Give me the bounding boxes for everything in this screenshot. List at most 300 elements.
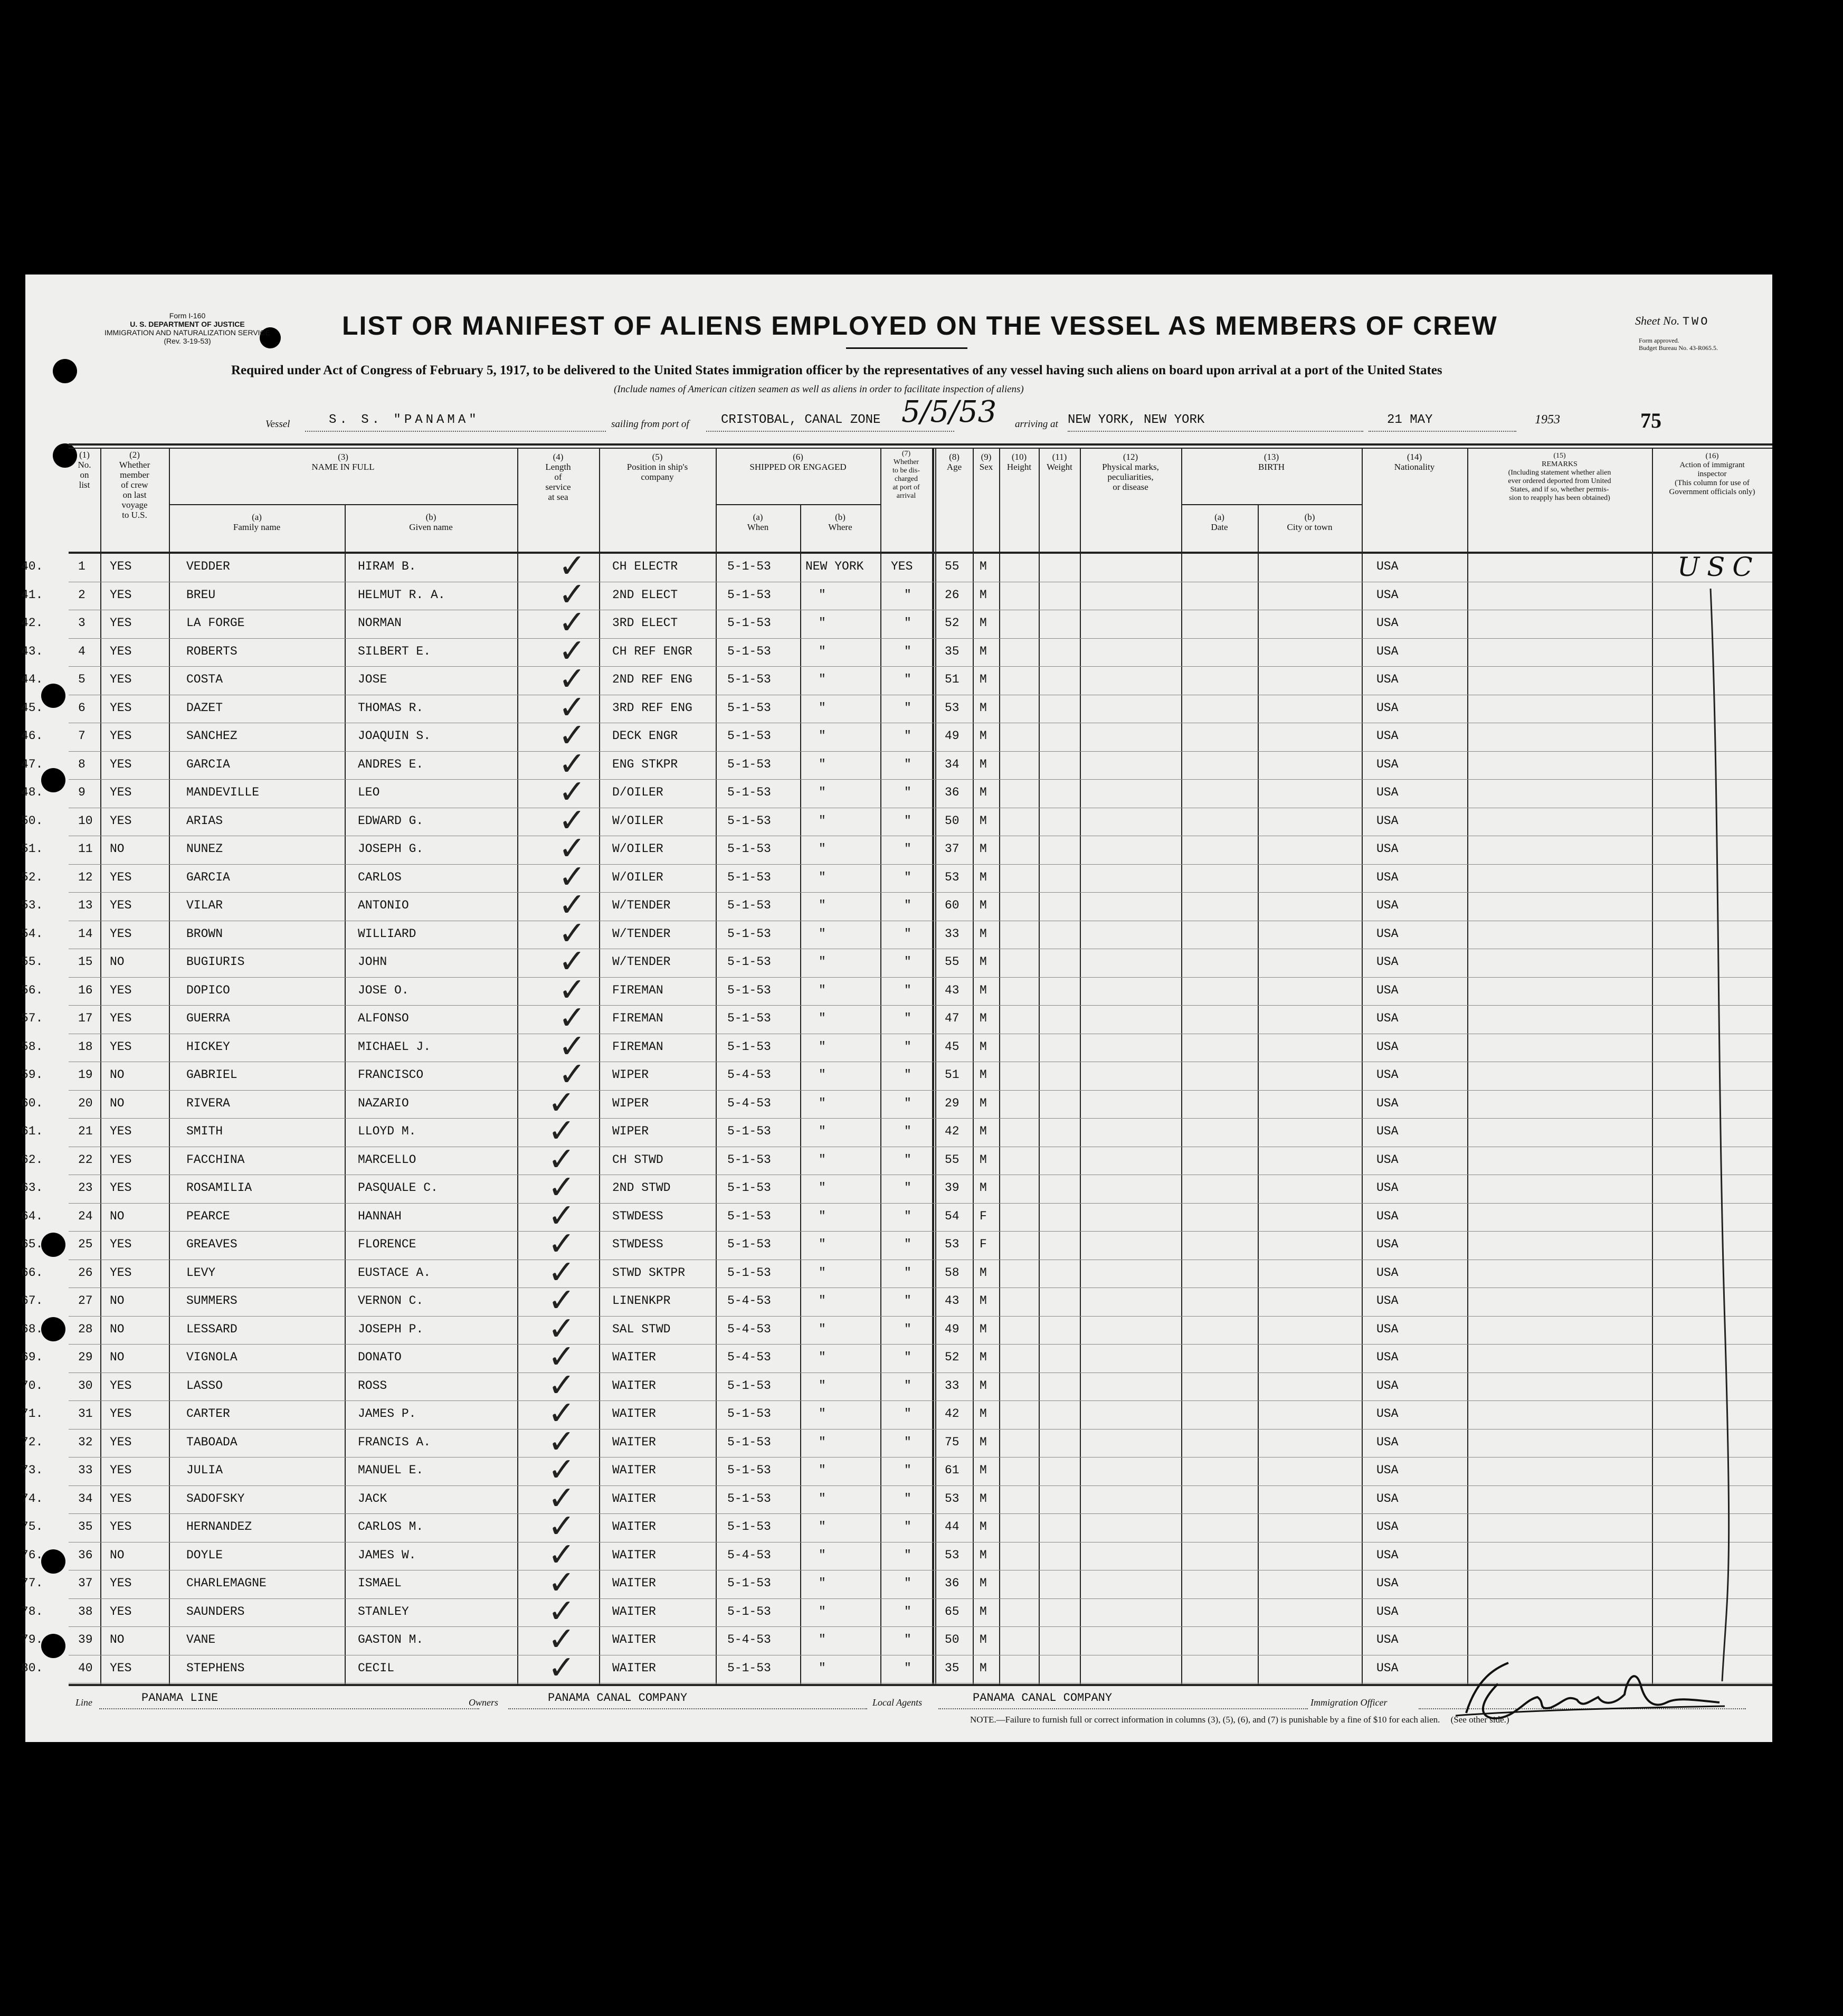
header-birth: (13) BIRTH (1258, 452, 1285, 472)
page-number: 60. (21, 1096, 43, 1110)
given-name-cell: EUSTACE A. (358, 1265, 431, 1280)
arrival-date: 21 MAY (1387, 413, 1433, 427)
age-cell: 58 (945, 1265, 960, 1280)
family-name-cell: GARCIA (186, 870, 230, 884)
discharged-cell: " (904, 701, 911, 715)
page-number: 46. (21, 729, 43, 743)
nationality-cell: USA (1376, 1350, 1399, 1364)
row-rule (69, 1203, 1772, 1204)
page-number: 62. (21, 1152, 43, 1167)
nationality-cell: USA (1376, 1181, 1399, 1195)
shipped-when-cell: 5-1-53 (727, 1209, 771, 1223)
given-name-cell: MANUEL E. (358, 1463, 424, 1477)
discharged-cell: " (904, 616, 911, 630)
last-voyage-cell: YES (110, 560, 132, 573)
last-voyage-cell: NO (110, 1096, 125, 1110)
checkmark-icon: ✓ (558, 744, 586, 783)
given-name-cell: HANNAH (358, 1209, 402, 1223)
discharged-cell: " (904, 1294, 911, 1308)
list-number: 1 (78, 560, 86, 573)
position-cell: W/OILER (612, 813, 663, 828)
header-birth-date: (a) Date (1211, 512, 1228, 532)
form-number: Form I-160 (169, 311, 206, 320)
list-number: 3 (78, 616, 86, 630)
position-cell: WAITER (612, 1661, 656, 1675)
sex-cell: M (980, 1491, 987, 1506)
page-number: 68. (21, 1322, 43, 1336)
given-name-cell: JAMES P. (358, 1407, 416, 1421)
list-number: 39 (78, 1633, 93, 1646)
list-number: 2 (78, 588, 86, 602)
sex-cell: M (980, 1407, 987, 1421)
row-rule (69, 1485, 1772, 1486)
given-name-cell: FRANCISCO (358, 1068, 424, 1082)
list-number: 36 (78, 1548, 93, 1562)
discharged-cell: " (904, 813, 911, 828)
row-rule (69, 1090, 1772, 1091)
shipped-where-cell: " (819, 1350, 826, 1364)
owners-value: PANAMA CANAL COMPANY (548, 1691, 688, 1705)
row-rule (69, 779, 1772, 780)
checkmark-icon: ✓ (548, 1139, 575, 1178)
nationality-cell: USA (1376, 1124, 1399, 1138)
shipped-where-cell: " (819, 1068, 826, 1082)
shipped-where-cell: " (819, 1491, 826, 1506)
family-name-cell: LA FORGE (186, 616, 245, 630)
list-number: 10 (78, 813, 93, 828)
discharged-cell: " (904, 1152, 911, 1167)
shipped-when-cell: 5-4-53 (727, 1548, 771, 1562)
given-name-cell: ALFONSO (358, 1011, 409, 1025)
checkmark-icon: ✓ (558, 829, 586, 867)
punch-hole (41, 1317, 65, 1341)
header-physical-marks: (12) Physical marks, peculiarities, or disease (1102, 452, 1159, 492)
line-value: PANAMA LINE (141, 1691, 218, 1705)
page-number: 41. (21, 588, 43, 602)
shipped-where-cell: " (819, 785, 826, 799)
sex-cell: M (980, 1124, 987, 1138)
sex-cell: M (980, 1181, 987, 1195)
family-name-cell: PEARCE (186, 1209, 230, 1223)
list-number: 17 (78, 1011, 93, 1025)
shipped-when-cell: 5-1-53 (727, 955, 771, 969)
checkmark-icon: ✓ (558, 1055, 586, 1093)
page-number: 51. (21, 842, 43, 856)
checkmark-icon: ✓ (548, 1224, 575, 1263)
nationality-cell: USA (1376, 1265, 1399, 1280)
sex-cell: M (980, 1463, 987, 1477)
checkmark-icon: ✓ (558, 942, 586, 980)
last-voyage-cell: YES (110, 1378, 132, 1393)
page-number: 72. (21, 1435, 43, 1449)
age-cell: 49 (945, 1322, 960, 1336)
given-name-cell: JOSE O. (358, 983, 409, 997)
row-rule (69, 666, 1772, 667)
shipped-where-cell: " (819, 1294, 826, 1308)
given-name-cell: ANDRES E. (358, 757, 424, 771)
list-number: 24 (78, 1209, 93, 1223)
row-rule (69, 1598, 1772, 1599)
last-voyage-cell: YES (110, 1491, 132, 1506)
page-number: 71. (21, 1407, 43, 1421)
last-voyage-cell: YES (110, 1407, 132, 1421)
family-name-cell: DOPICO (186, 983, 230, 997)
shipped-when-cell: 5-1-53 (727, 926, 771, 941)
list-number: 27 (78, 1294, 93, 1308)
page-number: 63. (21, 1181, 43, 1195)
shipped-where-cell: " (819, 1604, 826, 1619)
footer-note (970, 1715, 1509, 1725)
given-name-cell: ISMAEL (358, 1576, 402, 1590)
family-name-cell: CARTER (186, 1407, 230, 1421)
age-cell: 60 (945, 898, 960, 912)
nationality-cell: USA (1376, 785, 1399, 799)
position-cell: 2ND REF ENG (612, 673, 692, 686)
shipped-when-cell: 5-1-53 (727, 1124, 771, 1138)
shipped-when-cell: 5-1-53 (727, 644, 771, 658)
nationality-cell: USA (1376, 1209, 1399, 1223)
family-name-cell: SANCHEZ (186, 729, 238, 743)
age-cell: 65 (945, 1604, 960, 1619)
checkmark-icon: ✓ (548, 1083, 575, 1122)
page-number: 66. (21, 1265, 43, 1280)
page-number: 56. (21, 983, 43, 997)
nationality-cell: USA (1376, 588, 1399, 602)
nationality-cell: USA (1376, 1435, 1399, 1449)
agents-value: PANAMA CANAL COMPANY (973, 1691, 1113, 1705)
family-name-cell: DOYLE (186, 1548, 223, 1562)
header-name: (3) NAME IN FULL (311, 452, 375, 472)
checkmark-icon: ✓ (558, 1026, 586, 1065)
nationality-cell: USA (1376, 757, 1399, 771)
shipped-where-cell: " (819, 955, 826, 969)
position-cell: CH REF ENGR (612, 644, 692, 658)
page-number: 69. (21, 1350, 43, 1364)
given-name-cell: WILLIARD (358, 926, 416, 941)
sex-cell: M (980, 560, 987, 573)
last-voyage-cell: NO (110, 955, 125, 969)
header-shipped-when: (a) When (747, 512, 769, 532)
shipped-when-cell: 5-1-53 (727, 1604, 771, 1619)
given-name-cell: THOMAS R. (358, 701, 424, 715)
sex-cell: M (980, 701, 987, 715)
row-rule (69, 1344, 1772, 1345)
list-number: 32 (78, 1435, 93, 1449)
nationality-cell: USA (1376, 701, 1399, 715)
arriving-label: arriving at (1015, 419, 1058, 430)
age-cell: 49 (945, 729, 960, 743)
list-number: 31 (78, 1407, 93, 1421)
discharged-cell: " (904, 1237, 911, 1251)
list-number: 13 (78, 898, 93, 912)
position-cell: SAL STWD (612, 1322, 671, 1336)
age-cell: 53 (945, 1548, 960, 1562)
last-voyage-cell: YES (110, 898, 132, 912)
sex-cell: M (980, 757, 987, 771)
given-name-cell: JACK (358, 1491, 387, 1506)
nationality-cell: USA (1376, 842, 1399, 856)
sex-cell: M (980, 870, 987, 884)
header-sex: (9) Sex (979, 452, 993, 472)
sex-cell: M (980, 842, 987, 856)
family-name-cell: DAZET (186, 701, 223, 715)
shipped-where-cell: " (819, 898, 826, 912)
family-name-cell: GARCIA (186, 757, 230, 771)
last-voyage-cell: YES (110, 1463, 132, 1477)
nationality-cell: USA (1376, 644, 1399, 658)
list-number: 19 (78, 1068, 93, 1082)
age-cell: 54 (945, 1209, 960, 1223)
last-voyage-cell: YES (110, 644, 132, 658)
page-number: 76. (21, 1548, 43, 1562)
nationality-cell: USA (1376, 1520, 1399, 1534)
header-length-service: (4) Length of service at sea (545, 452, 571, 502)
shipped-when-cell: 5-1-53 (727, 729, 771, 743)
age-cell: 51 (945, 673, 960, 686)
owners-label: Owners (469, 1697, 499, 1708)
nationality-cell: USA (1376, 1463, 1399, 1477)
agents-label: Local Agents (872, 1697, 923, 1708)
nationality-cell: USA (1376, 1096, 1399, 1110)
given-name-cell: FLORENCE (358, 1237, 416, 1251)
family-name-cell: SUMMERS (186, 1294, 238, 1308)
page-number: 50. (21, 813, 43, 828)
discharged-cell: " (904, 588, 911, 602)
vessel-name: S. S. "PANAMA" (329, 413, 480, 427)
age-cell: 33 (945, 1378, 960, 1393)
sex-cell: M (980, 729, 987, 743)
last-voyage-cell: YES (110, 1604, 132, 1619)
age-cell: 42 (945, 1407, 960, 1421)
family-name-cell: VILAR (186, 898, 223, 912)
shipped-where-cell: " (819, 1661, 826, 1675)
page-number: 59. (21, 1068, 43, 1082)
row-rule (69, 638, 1772, 639)
position-cell: STWDESS (612, 1237, 663, 1251)
discharged-cell: " (904, 842, 911, 856)
shipped-when-cell: 5-1-53 (727, 1181, 771, 1195)
age-cell: 26 (945, 588, 960, 602)
shipped-when-cell: 5-1-53 (727, 616, 771, 630)
list-number: 16 (78, 983, 93, 997)
shipped-when-cell: 5-1-53 (727, 785, 771, 799)
vessel-label: Vessel (265, 419, 290, 430)
shipped-where-cell: " (819, 1407, 826, 1421)
age-cell: 55 (945, 1152, 960, 1167)
nationality-cell: USA (1376, 813, 1399, 828)
position-cell: DECK ENGR (612, 729, 678, 743)
discharged-cell: YES (891, 560, 913, 573)
sex-cell: M (980, 1011, 987, 1025)
position-cell: 3RD REF ENG (612, 701, 692, 715)
page-number: 44. (21, 673, 43, 686)
position-cell: WAITER (612, 1548, 656, 1562)
shipped-where-cell: " (819, 1576, 826, 1590)
nationality-cell: USA (1376, 673, 1399, 686)
page-number: 74. (21, 1491, 43, 1506)
sex-cell: M (980, 926, 987, 941)
nationality-cell: USA (1376, 1039, 1399, 1054)
list-number: 7 (78, 729, 86, 743)
nationality-cell: USA (1376, 1548, 1399, 1562)
row-rule (69, 1118, 1772, 1119)
given-name-cell: MARCELLO (358, 1152, 416, 1167)
shipped-where-cell: " (819, 1322, 826, 1336)
shipped-when-cell: 5-1-53 (727, 701, 771, 715)
position-cell: WAITER (612, 1350, 656, 1364)
family-name-cell: HERNANDEZ (186, 1520, 252, 1534)
page-number: 47. (21, 757, 43, 771)
shipped-when-cell: 5-1-53 (727, 1435, 771, 1449)
shipped-when-cell: 5-1-53 (727, 1265, 771, 1280)
family-name-cell: GABRIEL (186, 1068, 238, 1082)
position-cell: STWD SKTPR (612, 1265, 686, 1280)
shipped-when-cell: 5-1-53 (727, 1011, 771, 1025)
line-label: Line (75, 1697, 93, 1708)
checkmark-icon: ✓ (548, 1422, 575, 1461)
page-stamp: 75 (1640, 409, 1661, 432)
header-discharged: (7) Whether to be dis- charged at port of arrival (892, 450, 920, 500)
page-number: 80. (21, 1661, 43, 1675)
checkmark-icon: ✓ (548, 1111, 575, 1150)
position-cell: 2ND ELECT (612, 588, 678, 602)
position-cell: WAITER (612, 1378, 656, 1393)
last-voyage-cell: NO (110, 1209, 125, 1223)
punch-hole (41, 684, 65, 708)
position-cell: W/OILER (612, 842, 663, 856)
row-rule (69, 977, 1772, 978)
family-name-cell: TABOADA (186, 1435, 238, 1449)
nationality-cell: USA (1376, 1322, 1399, 1336)
note-text: NOTE.—Failure to furnish full or correct information in columns (3), (5), (6), and (7) is punishable by a fine of $10 for each alien. (970, 1715, 1440, 1725)
checkmark-icon: ✓ (548, 1394, 575, 1432)
last-voyage-cell: YES (110, 1181, 132, 1195)
given-name-cell: CARLOS (358, 870, 402, 884)
header-height: (10) Height (1006, 452, 1032, 472)
family-name-cell: CHARLEMAGNE (186, 1576, 267, 1590)
see-other-side: (See other side.) (1450, 1715, 1509, 1725)
checkmark-icon: ✓ (558, 546, 586, 585)
sex-cell: M (980, 983, 987, 997)
family-name-cell: SADOFSKY (186, 1491, 245, 1506)
shipped-where-cell: " (819, 1435, 826, 1449)
nationality-cell: USA (1376, 1407, 1399, 1421)
nationality-cell: USA (1376, 926, 1399, 941)
checkmark-icon: ✓ (548, 1450, 575, 1489)
shipped-where-cell: " (819, 1124, 826, 1138)
nationality-cell: USA (1376, 1576, 1399, 1590)
nationality-cell: USA (1376, 898, 1399, 912)
approval-note (1639, 337, 1718, 352)
checkmark-icon: ✓ (558, 659, 586, 698)
form-id-block (104, 311, 270, 345)
discharged-cell: " (904, 983, 911, 997)
family-name-cell: MANDEVILLE (186, 785, 260, 799)
page-number: 78. (21, 1604, 43, 1619)
shipped-when-cell: 5-1-53 (727, 813, 771, 828)
page-number: 42. (21, 616, 43, 630)
discharged-cell: " (904, 1124, 911, 1138)
shipped-when-cell: 5-1-53 (727, 1491, 771, 1506)
sex-cell: M (980, 1633, 987, 1646)
shipped-when-cell: 5-4-53 (727, 1096, 771, 1110)
row-rule (69, 1429, 1772, 1430)
sex-cell: M (980, 1661, 987, 1675)
checkmark-icon: ✓ (548, 1535, 575, 1574)
given-name-cell: ROSS (358, 1378, 387, 1393)
shipped-where-cell: " (819, 926, 826, 941)
family-name-cell: VIGNOLA (186, 1350, 238, 1364)
family-name-cell: NUNEZ (186, 842, 223, 856)
last-voyage-cell: NO (110, 1068, 125, 1082)
given-name-cell: LLOYD M. (358, 1124, 416, 1138)
list-number: 25 (78, 1237, 93, 1251)
age-cell: 29 (945, 1096, 960, 1110)
discharged-cell: " (904, 1520, 911, 1534)
nationality-cell: USA (1376, 955, 1399, 969)
age-cell: 42 (945, 1124, 960, 1138)
shipped-where-cell: " (819, 842, 826, 856)
age-cell: 47 (945, 1011, 960, 1025)
nationality-cell: USA (1376, 616, 1399, 630)
last-voyage-cell: YES (110, 1011, 132, 1025)
sex-cell: M (980, 1350, 987, 1364)
shipped-where-cell: " (819, 1096, 826, 1110)
age-cell: 52 (945, 616, 960, 630)
checkmark-icon: ✓ (548, 1591, 575, 1630)
age-cell: 36 (945, 1576, 960, 1590)
page-number: 61. (21, 1124, 43, 1138)
given-name-cell: NAZARIO (358, 1096, 409, 1110)
shipped-when-cell: 5-4-53 (727, 1633, 771, 1646)
checkmark-icon: ✓ (558, 687, 586, 726)
shipped-where-cell: " (819, 1209, 826, 1223)
page-number: 65. (21, 1237, 43, 1251)
shipped-where-cell: " (819, 1011, 826, 1025)
revision: (Rev. 3-19-53) (164, 337, 211, 345)
nationality-cell: USA (1376, 1491, 1399, 1506)
sex-cell: M (980, 616, 987, 630)
age-cell: 50 (945, 1633, 960, 1646)
sheet-number (1635, 314, 1709, 328)
shipped-when-cell: 5-1-53 (727, 870, 771, 884)
age-cell: 53 (945, 870, 960, 884)
given-name-cell: MICHAEL J. (358, 1039, 431, 1054)
page-number: 53. (21, 898, 43, 912)
position-cell: WAITER (612, 1633, 656, 1646)
position-cell: WIPER (612, 1096, 649, 1110)
list-number: 18 (78, 1039, 93, 1054)
sheet-label: Sheet No. (1635, 314, 1680, 327)
shipped-when-cell: 5-1-53 (727, 1576, 771, 1590)
row-rule (69, 1005, 1772, 1006)
shipped-where-cell: " (819, 1548, 826, 1562)
shipped-when-cell: 5-1-53 (727, 1378, 771, 1393)
family-name-cell: GREAVES (186, 1237, 238, 1251)
given-name-cell: JAMES W. (358, 1548, 416, 1562)
shipped-when-cell: 5-1-53 (727, 560, 771, 573)
given-name-cell: JOSE (358, 673, 387, 686)
position-cell: FIREMAN (612, 983, 663, 997)
list-number: 14 (78, 926, 93, 941)
row-rule (69, 1316, 1772, 1317)
nationality-cell: USA (1376, 1661, 1399, 1675)
given-name-cell: GASTON M. (358, 1633, 424, 1646)
position-cell: 3RD ELECT (612, 616, 678, 630)
shipped-when-cell: 5-1-53 (727, 898, 771, 912)
position-cell: WAITER (612, 1576, 656, 1590)
age-cell: 53 (945, 1237, 960, 1251)
